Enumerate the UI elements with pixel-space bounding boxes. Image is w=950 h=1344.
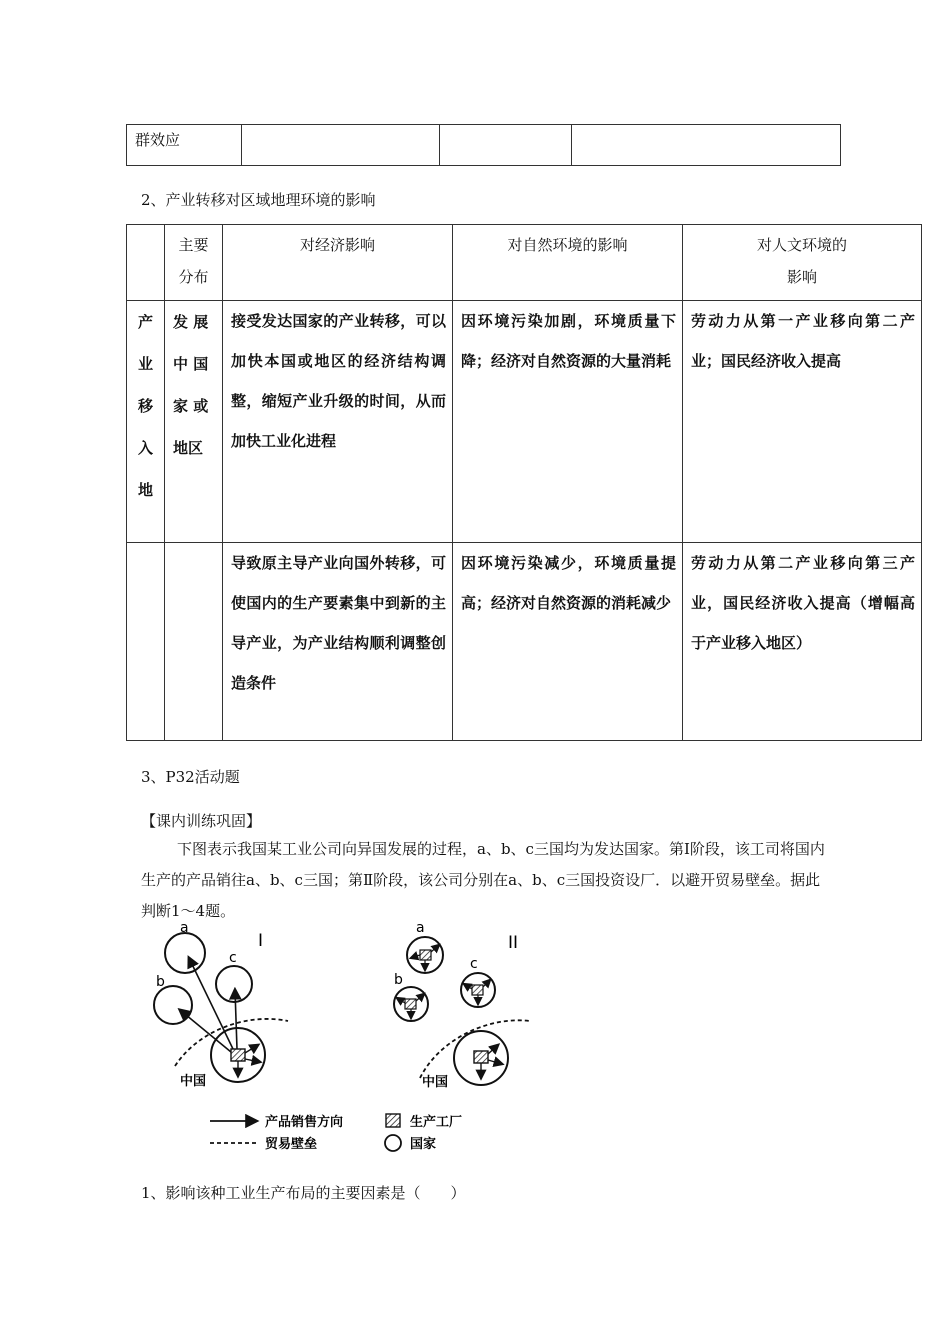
sales-arrow bbox=[464, 984, 472, 989]
table-fragment bbox=[126, 124, 841, 166]
legend-trade-barrier: 贸易壁垒 bbox=[265, 1137, 318, 1152]
table-cell bbox=[572, 125, 841, 166]
china-label: 中国 bbox=[180, 1074, 207, 1089]
legend bbox=[210, 1114, 462, 1152]
header-nature bbox=[453, 225, 683, 301]
sales-arrow bbox=[245, 1045, 258, 1053]
country-circle-a bbox=[165, 933, 205, 973]
table-cell bbox=[440, 125, 572, 166]
char: 业 bbox=[137, 355, 153, 373]
impact-table bbox=[126, 224, 922, 741]
country-label-a: a bbox=[180, 920, 189, 936]
nature-impact-cell: 因环境污染减少，环境质量提高；经济对自然资源的消耗减少 bbox=[453, 543, 683, 741]
humanity-impact-cell: 劳动力从第一产业移向第二产业；国民经济收入提高 bbox=[683, 301, 922, 543]
factory-icon bbox=[405, 999, 416, 1009]
table-cell bbox=[127, 543, 165, 741]
header-text: 主要 bbox=[178, 236, 209, 254]
humanity-impact-cell: 劳动力从第二产业移向第三产业，国民经济收入提高（增幅高于产业移入地区） bbox=[683, 543, 922, 741]
economy-impact-cell: 接受发达国家的产业转移，可以加快本国或地区的经济结构调整，缩短产业升级的时间，从而加快工业化进程 bbox=[223, 301, 453, 543]
section-title: 2、产业转移对区域地理环境的影响 bbox=[141, 191, 376, 209]
factory-icon bbox=[472, 985, 483, 995]
sales-arrow bbox=[411, 955, 420, 958]
sales-arrow bbox=[416, 994, 424, 1001]
sales-arrow bbox=[431, 945, 439, 952]
table-cell bbox=[165, 543, 223, 741]
header-text: 对自然环境的影响 bbox=[507, 236, 628, 254]
row-label-import-region bbox=[127, 301, 165, 543]
header-text: 影响 bbox=[786, 268, 817, 286]
country-label-b: b bbox=[156, 974, 165, 990]
sales-arrow bbox=[397, 998, 405, 1003]
sales-arrow bbox=[488, 1045, 498, 1054]
country-circle-b bbox=[154, 986, 192, 1024]
char: 入 bbox=[137, 439, 153, 457]
char: 地 bbox=[137, 481, 153, 499]
industry-transfer-diagram bbox=[140, 918, 540, 1163]
intro-paragraph: 下图表示我国某工业公司向异国发展的过程，a、b、c三国均为发达国家。第Ⅰ阶段，该工司将国内生产的产品销往a、b、c三国；第Ⅱ阶段，该公司分别在a、b、c三国投资设厂．以避开贸易壁垒。据此判断1～4题。 bbox=[141, 840, 825, 920]
text-line: 发 展 bbox=[173, 313, 209, 331]
distribution-cell bbox=[165, 301, 223, 543]
china-label: 中国 bbox=[422, 1075, 449, 1090]
section-title: 3、P32活动题 bbox=[141, 768, 240, 786]
char: 移 bbox=[137, 397, 153, 415]
country-label-c: c bbox=[229, 950, 237, 966]
country-label-b: b bbox=[394, 972, 403, 988]
header-distribution bbox=[165, 225, 223, 301]
economy-impact-cell: 导致原主导产业向国外转移，可使国内的生产要素集中到新的主导产业，为产业结构顺利调整创造条件 bbox=[223, 543, 453, 741]
stage-label: II bbox=[508, 933, 519, 953]
sales-arrow bbox=[235, 990, 237, 1049]
char: 产 bbox=[137, 313, 153, 331]
stage-label: I bbox=[258, 931, 264, 951]
factory-icon bbox=[474, 1051, 488, 1063]
table-cell bbox=[242, 125, 440, 166]
sales-arrow bbox=[488, 1060, 502, 1064]
factory-icon bbox=[231, 1049, 245, 1061]
legend-country: 国家 bbox=[410, 1137, 437, 1152]
table-cell bbox=[127, 225, 165, 301]
question-1: 1、影响该种工业生产布局的主要因素是（ ） bbox=[141, 1184, 466, 1202]
legend-factory-icon bbox=[386, 1114, 400, 1127]
nature-impact-cell: 因环境污染加剧，环境质量下降；经济对自然资源的大量消耗 bbox=[453, 301, 683, 543]
header-text: 对人文环境的 bbox=[756, 236, 847, 254]
header-text: 分布 bbox=[178, 268, 209, 286]
legend-factory: 生产工厂 bbox=[410, 1115, 463, 1130]
legend-sales-direction: 产品销售方向 bbox=[265, 1115, 344, 1130]
header-economy bbox=[223, 225, 453, 301]
country-label-a: a bbox=[416, 920, 425, 936]
header-humanity bbox=[683, 225, 922, 301]
stage-2-diagram bbox=[394, 920, 530, 1090]
text-line: 家 或 bbox=[173, 397, 209, 415]
legend-country-icon bbox=[385, 1135, 401, 1151]
factory-icon bbox=[420, 950, 431, 960]
practice-heading: 【课内训练巩固】 bbox=[141, 812, 262, 830]
text-line: 地区 bbox=[173, 439, 204, 457]
text-line: 中 国 bbox=[173, 355, 209, 373]
table-cell: 群效应 bbox=[127, 125, 242, 166]
country-label-c: c bbox=[470, 956, 478, 972]
trade-barrier-line bbox=[420, 1020, 530, 1078]
sales-arrow bbox=[245, 1059, 260, 1062]
sales-arrow bbox=[483, 980, 490, 987]
stage-1-diagram bbox=[154, 920, 288, 1089]
sales-arrow bbox=[180, 1010, 231, 1052]
header-text: 对经济影响 bbox=[299, 236, 375, 254]
country-circle-c bbox=[216, 966, 252, 1002]
